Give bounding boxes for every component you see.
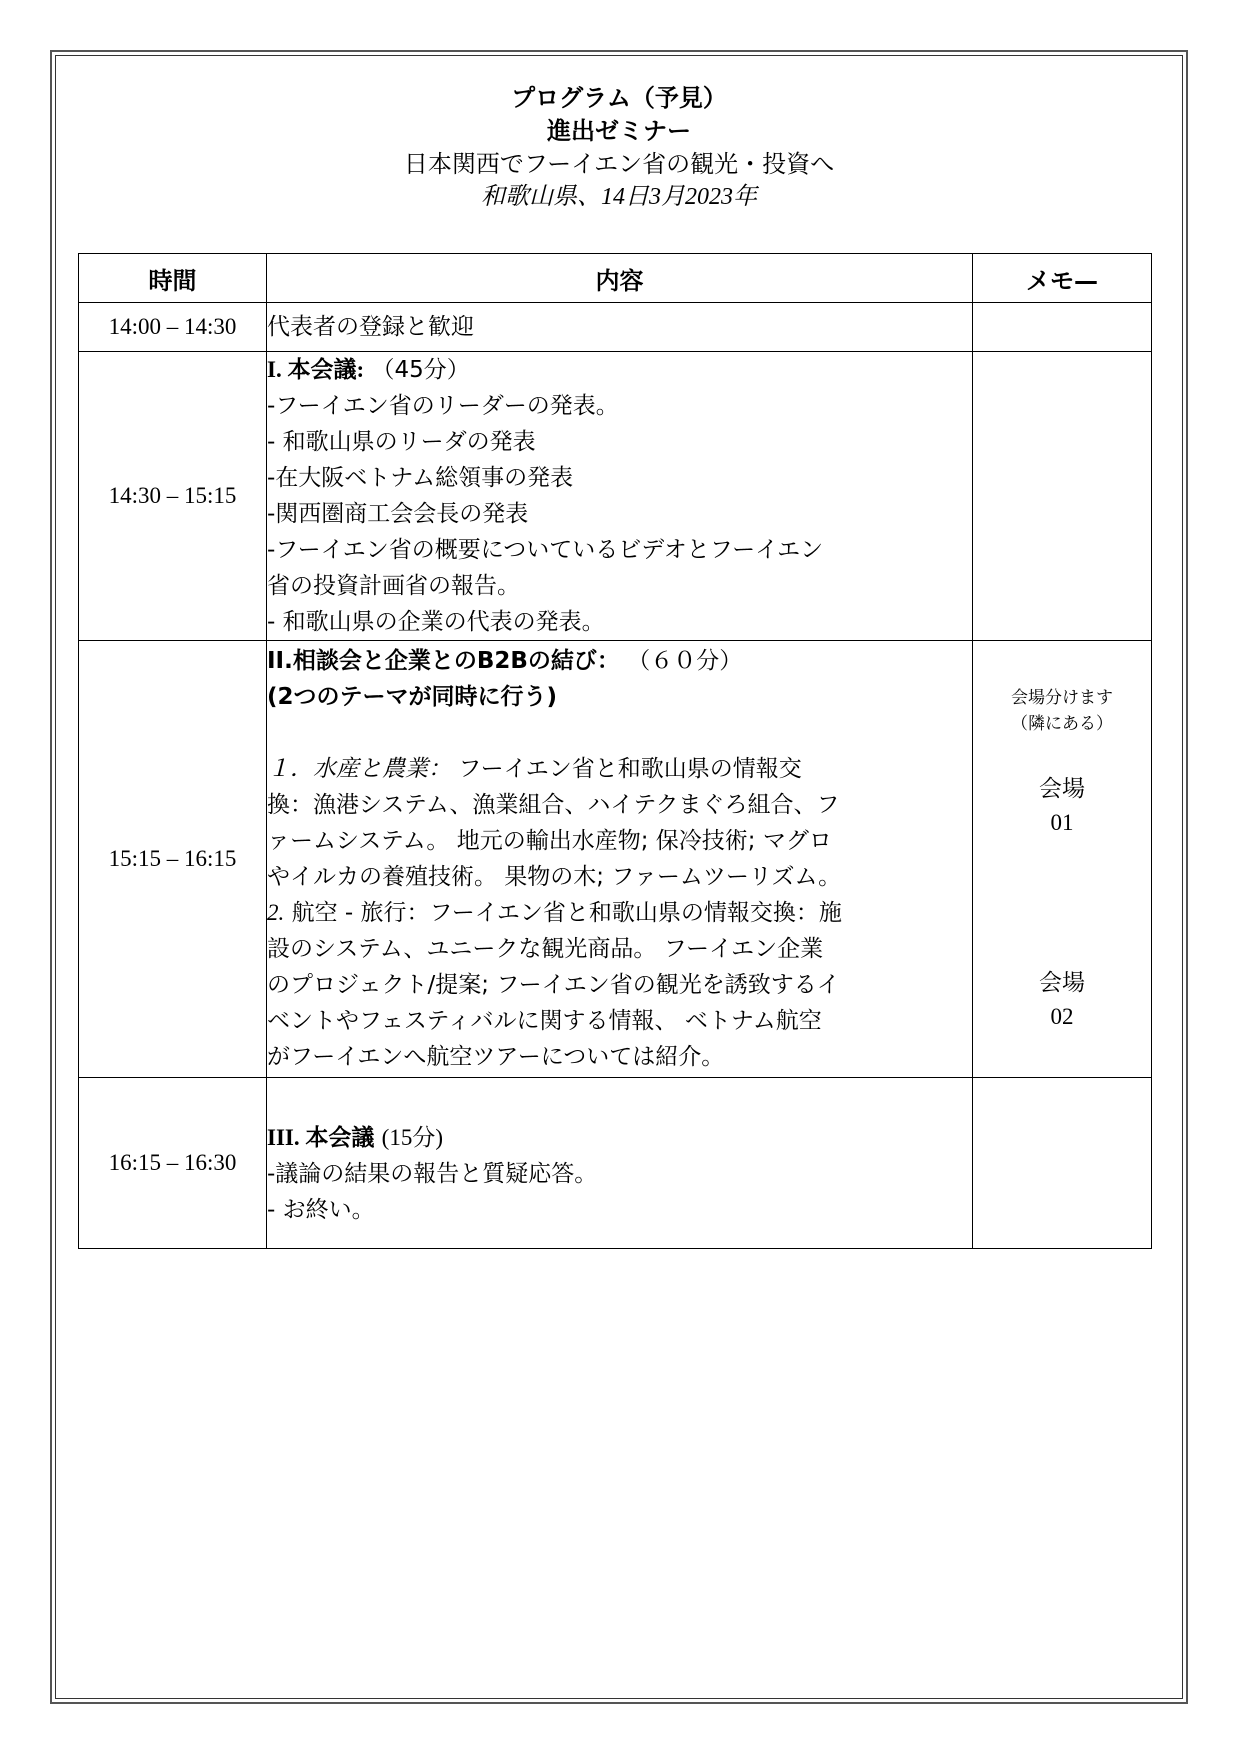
- row-content: [267, 641, 973, 1078]
- session-duration: （６０分）: [627, 648, 743, 674]
- content-line: -議論の結果の報告と質疑応答。: [267, 1161, 598, 1187]
- topic-text: フーイエン省と和歌山県の情報交: [458, 756, 802, 782]
- session-heading: III. 本会議: [267, 1125, 375, 1150]
- row-content: 代表者の登録と歓迎: [267, 303, 973, 352]
- session-heading-line: [267, 643, 972, 679]
- memo-note: （隣にある）: [1011, 714, 1113, 734]
- table-row: [79, 641, 1152, 1078]
- row-time: 16:15 – 16:30: [79, 1078, 267, 1249]
- memo-note: 会場分けます: [1011, 688, 1113, 708]
- session-heading-line: [267, 1120, 972, 1156]
- session-duration: (15分): [381, 1125, 443, 1150]
- content-line: 省の投資計画省の報告。: [267, 573, 520, 599]
- session-duration: （45分）: [371, 357, 470, 383]
- row-content: [267, 352, 973, 641]
- program-table: [78, 253, 1152, 1249]
- content-line: ァームシステム。 地元の輸出水産物; 保冷技術; マグロ: [267, 828, 832, 854]
- header-memo: メモ—: [973, 254, 1152, 303]
- content-line: - お終い。: [267, 1197, 375, 1223]
- session-heading: II.相談会と企業とのB2Bの結び：: [267, 648, 620, 674]
- content-line: 換：漁港システム、漁業組合、ハイテクまぐろ組合、フ: [267, 792, 840, 818]
- session-heading-line: [267, 352, 972, 388]
- spacer: [267, 715, 972, 751]
- venue-label: 会場: [1039, 776, 1085, 802]
- row-memo: [973, 303, 1152, 352]
- content-line: がフーイエンへ航空ツアーについては紹介。: [267, 1044, 725, 1070]
- row-time: 15:15 – 16:15: [79, 641, 267, 1078]
- content-line: -フーイエン省の概要についているビデオとフーイエン: [267, 537, 824, 563]
- header-content: 内容: [267, 254, 973, 303]
- row-time: 14:00 – 14:30: [79, 303, 267, 352]
- table-row: [79, 303, 1152, 352]
- content-line: [267, 895, 972, 931]
- content-line: やイルカの養殖技術。 果物の木; ファームツーリズム。: [267, 864, 842, 890]
- venue-number: 01: [1050, 810, 1074, 835]
- table-header-row: [79, 254, 1152, 303]
- topic-text: 航空 - 旅行：フーイエン省と和歌山県の情報交換：施: [291, 900, 842, 926]
- content-line: - 和歌山県のリーダの発表: [267, 429, 536, 455]
- content-line: - 和歌山県の企業の代表の発表。: [267, 609, 605, 635]
- session-subheading: (2つのテーマが同時に行う): [267, 684, 558, 710]
- content-line: ベントやフェスティバルに関する情報、 ベトナム航空: [267, 1008, 822, 1034]
- content-line: [267, 751, 972, 787]
- row-memo: [973, 1078, 1152, 1249]
- row-content: [267, 1078, 973, 1249]
- row-memo: [973, 641, 1152, 1078]
- header-time: 時間: [79, 254, 267, 303]
- table-row: [79, 1078, 1152, 1249]
- topic-label: 2.: [267, 900, 285, 925]
- content-line: -在大阪ベトナム総領事の発表: [267, 465, 574, 491]
- content-line: -関西圏商工会会長の発表: [267, 501, 529, 527]
- content-line: -フーイエン省のリーダーの発表。: [267, 393, 619, 419]
- document-subtitle: 進出ゼミナー: [547, 117, 691, 145]
- content-line: 設のシステム、ユニークな観光商品。 フーイエン企業: [267, 936, 824, 962]
- topic-label: １．水産と農業：: [267, 756, 451, 782]
- document-header: [55, 82, 1183, 214]
- row-memo: [973, 352, 1152, 641]
- document-theme: 日本関西でフーイエン省の観光・投資へ: [403, 150, 835, 178]
- venue-label: 会場: [1039, 970, 1085, 996]
- content-line: のプロジェクト/提案; フーイエン省の観光を誘致するイ: [267, 972, 840, 998]
- venue-number: 02: [1050, 1004, 1074, 1029]
- document-place-date: 和歌山県、14日3月2023年: [481, 184, 757, 210]
- table-row: [79, 352, 1152, 641]
- session-heading: I. 本会議:: [267, 357, 365, 382]
- document-title: プログラム（予見）: [511, 84, 727, 112]
- row-time: 14:30 – 15:15: [79, 352, 267, 641]
